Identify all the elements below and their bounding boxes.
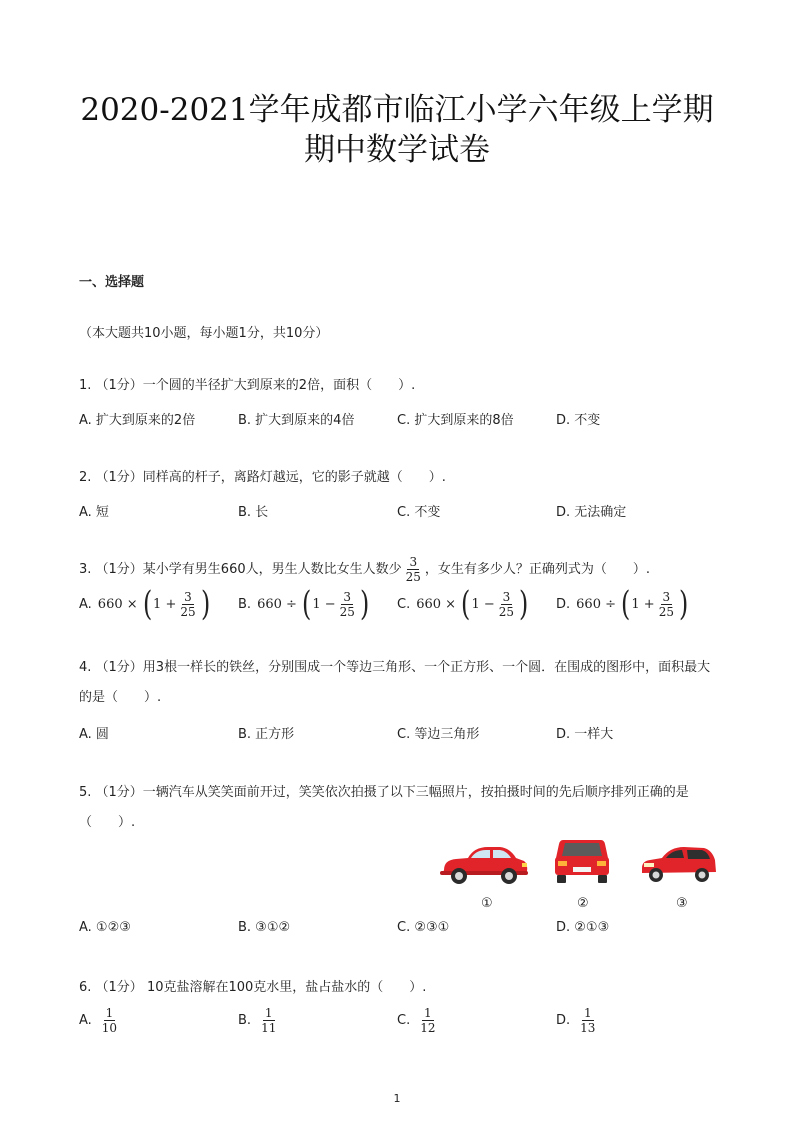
car-side-view-image — [438, 840, 530, 888]
option-d[interactable]: D. 一样大 — [556, 726, 614, 742]
option-letter: A. — [79, 1012, 92, 1028]
fraction-denominator: 25 — [498, 604, 515, 619]
option-fraction — [418, 1006, 437, 1035]
option-a[interactable] — [79, 1000, 121, 1040]
fraction-denominator: 11 — [261, 1020, 277, 1035]
option-c[interactable] — [397, 1000, 440, 1040]
option-d[interactable] — [556, 1000, 599, 1040]
car-front-view-image — [638, 842, 718, 886]
expr-left: 660 ÷ — [576, 596, 616, 612]
option-fraction — [259, 1006, 278, 1035]
option-letter: C. — [397, 596, 411, 612]
fraction-denominator: 10 — [101, 1020, 118, 1035]
fraction-numerator: 3 — [662, 589, 671, 604]
fraction-numerator: 3 — [343, 589, 352, 604]
stem-fraction — [404, 555, 423, 584]
option-b[interactable]: B. 长 — [238, 504, 269, 520]
expr-fraction — [178, 590, 197, 619]
option-a[interactable]: A. 圆 — [79, 726, 109, 742]
expr-inner: 1 − — [471, 596, 495, 612]
option-b[interactable] — [238, 1000, 280, 1040]
question-5-stem: 5. （1分）一辆汽车从笑笑面前开过，笑笑依次拍摄了以下三幅照片，按拍摄时间的先后顺序排列正确的是（ ）. — [79, 785, 689, 830]
fraction-numerator: 3 — [409, 555, 418, 569]
question-4-options — [79, 712, 719, 752]
option-c[interactable]: C. 不变 — [397, 504, 441, 520]
option-a[interactable]: A. 扩大到原来的2倍 — [79, 412, 196, 428]
option-b[interactable]: B. ③①② — [238, 919, 291, 935]
question-3-options — [79, 584, 719, 624]
question-5-options — [79, 907, 719, 947]
question-2-options — [79, 490, 719, 530]
option-b[interactable]: B. 扩大到原来的4倍 — [238, 412, 355, 428]
option-a[interactable]: A. ①②③ — [79, 919, 131, 935]
option-fraction — [100, 1006, 119, 1035]
section-heading: 一、选择题 — [79, 275, 145, 290]
photo-label-1: ① — [481, 896, 493, 911]
section-note: （本大题共10小题，每小题1分，共10分） — [79, 326, 329, 341]
question-1-options — [79, 398, 719, 438]
fraction-denominator: 12 — [420, 1020, 436, 1035]
expr-inner: 1 − — [312, 596, 336, 612]
fraction-numerator: 3 — [502, 589, 511, 604]
option-c[interactable]: C. 扩大到原来的8倍 — [397, 412, 514, 428]
option-expression: 660 ÷ ( 1 − $\frac{3}{25}$ ) — [257, 584, 370, 624]
option-a[interactable] — [79, 584, 211, 624]
option-letter: C. — [397, 1012, 411, 1028]
fraction-numerator: 1 — [264, 1005, 273, 1020]
fraction-numerator: 1 — [424, 1005, 432, 1020]
option-letter: B. — [238, 1012, 252, 1028]
option-letter: D. — [556, 596, 571, 612]
expr-inner: 1 + — [153, 596, 177, 612]
expr-left: 660 ÷ — [257, 596, 297, 612]
option-d[interactable]: D. 无法确定 — [556, 504, 627, 520]
question-1-stem: 1. （1分）一个圆的半径扩大到原来的2倍，面积（ ）. — [79, 378, 416, 393]
fraction-numerator: 1 — [105, 1005, 114, 1020]
question-6-stem: 6. （1分） 10克盐溶解在100克水里，盐占盐水的（ ）. — [79, 980, 427, 995]
expr-left: 660 × — [416, 596, 457, 612]
option-c[interactable] — [397, 584, 529, 624]
question-3-stem-text: 3. （1分）某小学有男生660人，男生人数比女生人数少 — [79, 561, 402, 577]
expr-fraction — [497, 590, 516, 619]
fraction-denominator: 25 — [339, 604, 355, 619]
option-b[interactable]: B. 正方形 — [238, 726, 295, 742]
option-a[interactable]: A. 短 — [79, 504, 109, 520]
fraction-denominator: 25 — [180, 604, 196, 619]
photo-label-2: ② — [577, 896, 589, 911]
fraction-numerator: 1 — [583, 1005, 592, 1020]
question-3-stem — [79, 555, 650, 584]
option-c[interactable]: C. 等边三角形 — [397, 726, 480, 742]
expr-inner: 1 + — [631, 596, 655, 612]
page-title — [60, 90, 734, 170]
option-d[interactable]: D. 不变 — [556, 412, 601, 428]
fraction-denominator: 25 — [405, 570, 421, 584]
question-6-options — [79, 1000, 719, 1040]
question-4-stem: 4. （1分）用3根一样长的铁丝，分别围成一个等边三角形、一个正方形、一个圆．在围成的图形中，面积最大的是（ ）. — [79, 660, 711, 705]
option-letter: B. — [238, 596, 252, 612]
expr-fraction — [657, 590, 676, 619]
car-rear-view-image — [553, 836, 611, 886]
photo-label-3: ③ — [676, 896, 688, 911]
title-line-2: 期中数学试卷 — [304, 132, 490, 168]
option-d[interactable] — [556, 584, 689, 624]
fraction-denominator: 13 — [580, 1020, 596, 1035]
option-expression: 660 × ( 1 + $\frac{3}{25}$ ) — [97, 584, 210, 624]
option-c[interactable]: C. ②③① — [397, 919, 450, 935]
option-letter: A. — [79, 596, 92, 612]
question-2-stem: 2. （1分）同样高的杆子，离路灯越远，它的影子就越（ ）. — [79, 470, 446, 485]
expr-left: 660 × — [97, 596, 138, 612]
option-b[interactable] — [238, 584, 370, 624]
option-fraction — [578, 1006, 597, 1035]
fraction-denominator: 25 — [658, 604, 674, 619]
title-line-1: 2020-2021学年成都市临江小学六年级上学期 — [80, 92, 714, 128]
option-expression: 660 ÷ ( 1 + $\frac{3}{25}$ ) — [576, 584, 689, 624]
expr-fraction — [338, 590, 357, 619]
option-expression: 660 × ( 1 − $\frac{3}{25}$ ) — [416, 584, 529, 624]
page-number: 1 — [393, 1092, 401, 1105]
fraction-numerator: 3 — [184, 589, 192, 604]
option-letter: D. — [556, 1012, 571, 1028]
question-3-stem-text-end: ，女生有多少人？正确列式为（ ）. — [424, 561, 651, 577]
option-d[interactable]: D. ②①③ — [556, 919, 610, 935]
